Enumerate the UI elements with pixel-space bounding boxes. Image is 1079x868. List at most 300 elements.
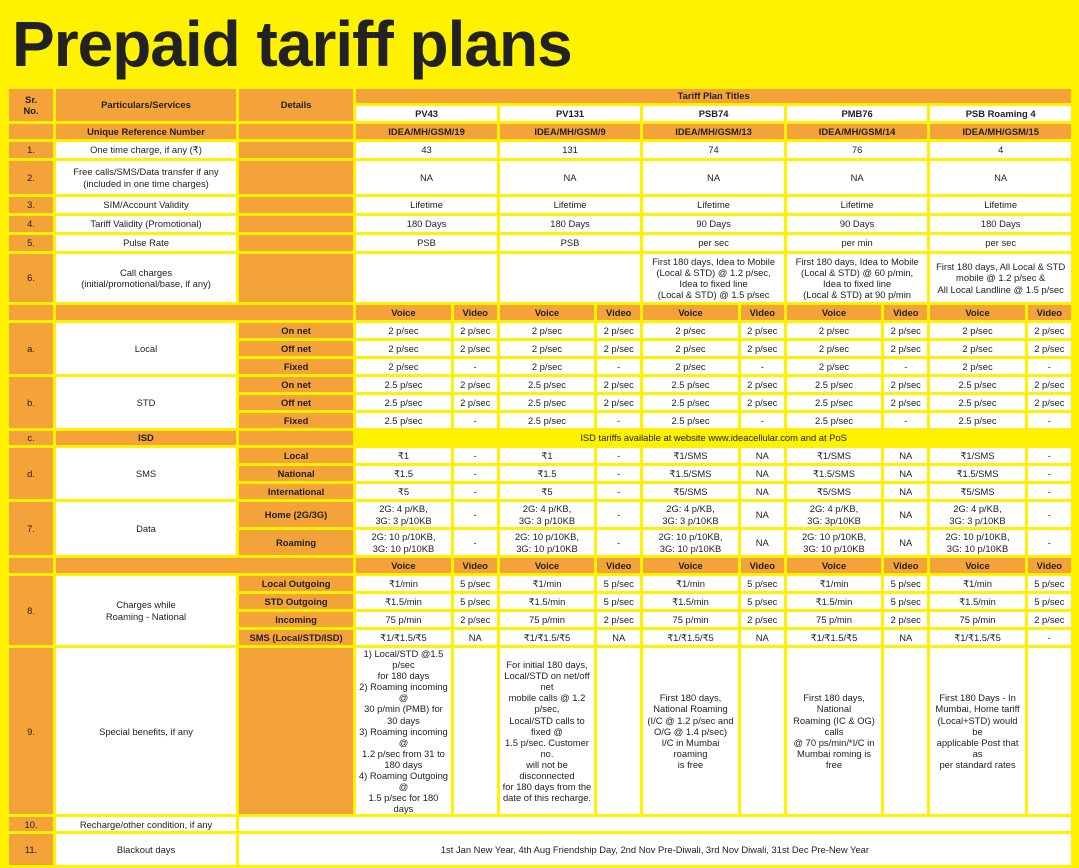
rate-cell: - <box>597 359 640 374</box>
rate-cell: ₹1/SMS <box>930 448 1024 463</box>
rate-cell: NA <box>741 448 784 463</box>
plan-value: 90 Days <box>643 216 784 232</box>
sub-label: On net <box>239 377 353 392</box>
rate-cell: - <box>597 448 640 463</box>
sub-label: National <box>239 466 353 481</box>
rate-cell: ₹5/SMS <box>787 484 881 499</box>
rate-cell: 2G: 10 p/10KB, 3G: 10 p/10KB <box>356 530 450 555</box>
plan-value: Lifetime <box>930 197 1071 213</box>
rate-cell: 2G: 4 p/KB, 3G: 3 p/10KB <box>643 502 737 527</box>
row-number: 7. <box>9 502 53 555</box>
rate-cell: 2 p/sec <box>500 359 594 374</box>
rate-cell: - <box>597 530 640 555</box>
special-benefit: 1) Local/STD @1.5 p/sec for 180 days 2) Roaming incoming @ 30 p/min (PMB) for 30 days 3) Roaming incoming @ 1.2 p/sec from 31 to 180 days 4) Roaming Outgoing @ 1.5 p/sec for 180 days <box>356 648 450 814</box>
rate-cell: NA <box>741 484 784 499</box>
sr-no-header: Sr. No. <box>9 89 53 121</box>
unique-ref-label: Unique Reference Number <box>56 124 236 139</box>
rate-cell: NA <box>741 502 784 527</box>
rate-cell: NA <box>884 484 927 499</box>
video-header: Video <box>597 305 640 320</box>
section-label: Charges while Roaming - National <box>56 576 236 645</box>
rate-cell: ₹1.5/min <box>500 594 594 609</box>
plan-value: 180 Days <box>930 216 1071 232</box>
plan-ref: IDEA/MH/GSM/14 <box>787 124 928 139</box>
table-row <box>9 834 1071 865</box>
row-number: 1. <box>9 142 53 158</box>
rate-cell: 75 p/min <box>930 612 1024 627</box>
voice-header: Voice <box>643 558 737 573</box>
special-benefit: For initial 180 days, Local/STD on net/off net mobile calls @ 1.2 p/sec, Local/STD calls to fixed @ 1.5 p/sec. Customer no. will not be disconnected for 180 days from the date of this recharge. <box>500 648 594 814</box>
rate-cell: - <box>1028 484 1071 499</box>
rate-cell: 75 p/min <box>356 612 450 627</box>
rate-cell: - <box>1028 630 1071 645</box>
rate-cell: 2 p/sec <box>741 612 784 627</box>
rate-cell: - <box>454 466 497 481</box>
table-row <box>9 576 1071 591</box>
rate-cell: 2 p/sec <box>1028 377 1071 392</box>
voice-header: Voice <box>356 558 450 573</box>
row-number <box>9 558 53 573</box>
blank-cell <box>741 648 784 814</box>
section-label: ISD <box>56 431 236 445</box>
rate-cell: ₹5/SMS <box>930 484 1024 499</box>
sub-label: Local Outgoing <box>239 576 353 591</box>
video-header: Video <box>1028 305 1071 320</box>
row-number: 10. <box>9 817 53 831</box>
rate-cell: ₹1.5/SMS <box>930 466 1024 481</box>
plan-ref: IDEA/MH/GSM/13 <box>643 124 784 139</box>
plan-value: Lifetime <box>643 197 784 213</box>
plan-value: NA <box>930 161 1071 194</box>
particular-label: Tariff Validity (Promotional) <box>56 216 236 232</box>
rate-cell: 2.5 p/sec <box>787 377 881 392</box>
section-label: Blackout days <box>56 834 236 865</box>
rate-cell: 2G: 10 p/10KB, 3G: 10 p/10KB <box>930 530 1024 555</box>
plan-value: 43 <box>356 142 497 158</box>
rate-cell: ₹1/min <box>930 576 1024 591</box>
table-row <box>9 235 1071 251</box>
particular-label: SIM/Account Validity <box>56 197 236 213</box>
table-row <box>9 142 1071 158</box>
rate-cell: 2.5 p/sec <box>787 395 881 410</box>
plan-value: 76 <box>787 142 928 158</box>
table-row <box>9 254 1071 302</box>
table-row <box>9 502 1071 527</box>
particulars-header: Particulars/Services <box>56 89 236 121</box>
rate-cell: 5 p/sec <box>884 576 927 591</box>
sub-label: Roaming <box>239 530 353 555</box>
rate-cell: 2 p/sec <box>597 395 640 410</box>
sub-label: On net <box>239 323 353 338</box>
voice-header: Voice <box>930 305 1024 320</box>
rate-cell: NA <box>884 630 927 645</box>
video-header: Video <box>884 558 927 573</box>
rate-cell: NA <box>741 630 784 645</box>
details-cell <box>239 216 353 232</box>
rate-cell: NA <box>884 466 927 481</box>
rate-cell: - <box>454 530 497 555</box>
table-row <box>9 216 1071 232</box>
sub-label: Home (2G/3G) <box>239 502 353 527</box>
particular-label: Free calls/SMS/Data transfer if any (included in one time charges) <box>56 161 236 194</box>
plan-name: PV43 <box>356 106 497 121</box>
particular-label: One time charge, if any (₹) <box>56 142 236 158</box>
rate-cell: - <box>597 502 640 527</box>
voice-header: Voice <box>500 305 594 320</box>
sub-label: Fixed <box>239 359 353 374</box>
plan-value: 74 <box>643 142 784 158</box>
rate-cell: - <box>1028 359 1071 374</box>
rate-cell: 2 p/sec <box>1028 395 1071 410</box>
rate-cell: - <box>1028 413 1071 428</box>
rate-cell: NA <box>741 466 784 481</box>
rate-cell: ₹1.5/SMS <box>787 466 881 481</box>
plan-value: First 180 days, Idea to Mobile (Local & STD) @ 1.2 p/sec, Idea to fixed line (Local & STD) @ 1.5 p/sec <box>643 254 784 302</box>
table-row <box>9 648 1071 814</box>
rate-cell: ₹1.5/SMS <box>643 466 737 481</box>
rate-cell: 2 p/sec <box>787 323 881 338</box>
plan-name: PSB Roaming 4 <box>930 106 1071 121</box>
video-header: Video <box>741 305 784 320</box>
voice-header: Voice <box>930 558 1024 573</box>
row-number: 6. <box>9 254 53 302</box>
rate-cell: 2 p/sec <box>1028 323 1071 338</box>
table-row <box>9 124 1071 139</box>
plan-name: PSB74 <box>643 106 784 121</box>
rate-cell: ₹1.5 <box>356 466 450 481</box>
rate-cell: 2.5 p/sec <box>356 413 450 428</box>
table-row <box>9 817 1071 831</box>
rate-cell: NA <box>597 630 640 645</box>
plan-value: NA <box>787 161 928 194</box>
rate-cell: - <box>454 448 497 463</box>
row-number: a. <box>9 323 53 374</box>
rate-cell: 75 p/min <box>643 612 737 627</box>
rate-cell: ₹5 <box>356 484 450 499</box>
rate-cell: 5 p/sec <box>884 594 927 609</box>
rate-cell: 2 p/sec <box>454 323 497 338</box>
row-number: 5. <box>9 235 53 251</box>
plan-value: Lifetime <box>787 197 928 213</box>
rate-cell: ₹1/SMS <box>643 448 737 463</box>
table-row <box>9 377 1071 392</box>
plan-value: NA <box>500 161 641 194</box>
plan-name: PV131 <box>500 106 641 121</box>
rate-cell: 2 p/sec <box>741 377 784 392</box>
row-number: 11. <box>9 834 53 865</box>
special-benefit: First 180 days, National Roaming (IC & OG) calls @ 70 ps/min/*I/C in Mumbai roming is free <box>787 648 881 814</box>
rate-cell: 2.5 p/sec <box>356 377 450 392</box>
rate-cell: 5 p/sec <box>597 594 640 609</box>
blank-cell <box>239 124 353 139</box>
plan-value: per sec <box>643 235 784 251</box>
rate-cell: ₹1/₹1.5/₹5 <box>500 630 594 645</box>
plan-ref: IDEA/MH/GSM/9 <box>500 124 641 139</box>
rate-cell: ₹1 <box>500 448 594 463</box>
rate-cell: NA <box>884 502 927 527</box>
blank-cell <box>454 648 497 814</box>
table-row <box>9 161 1071 194</box>
voice-header: Voice <box>643 305 737 320</box>
video-header: Video <box>454 558 497 573</box>
details-cell <box>239 197 353 213</box>
rate-cell: 2.5 p/sec <box>500 413 594 428</box>
rate-cell: - <box>741 413 784 428</box>
rate-cell: 2G: 10 p/10KB, 3G: 10 p/10KB <box>787 530 881 555</box>
rate-cell: 2 p/sec <box>741 341 784 356</box>
rate-cell: 2G: 4 p/KB, 3G: 3 p/10KB <box>930 502 1024 527</box>
rate-cell: ₹1.5/min <box>930 594 1024 609</box>
plan-value <box>500 254 641 302</box>
rate-cell: - <box>597 466 640 481</box>
plan-name: PMB76 <box>787 106 928 121</box>
rate-cell: 2G: 4 p/KB, 3G: 3 p/10KB <box>356 502 450 527</box>
details-cell <box>239 431 353 445</box>
rate-cell: 2G: 4 p/KB, 3G: 3 p/10KB <box>500 502 594 527</box>
plan-value: 180 Days <box>356 216 497 232</box>
plan-value: NA <box>643 161 784 194</box>
voice-header: Voice <box>356 305 450 320</box>
rate-cell: 2G: 10 p/10KB, 3G: 10 p/10KB <box>500 530 594 555</box>
rate-cell: - <box>1028 466 1071 481</box>
details-cell <box>239 161 353 194</box>
rate-cell: 2 p/sec <box>597 377 640 392</box>
rate-cell: ₹5 <box>500 484 594 499</box>
rate-cell: - <box>454 359 497 374</box>
video-header: Video <box>884 305 927 320</box>
rate-cell: NA <box>884 530 927 555</box>
recharge-note <box>239 817 1071 831</box>
rate-cell: 2 p/sec <box>500 341 594 356</box>
voice-header: Voice <box>787 558 881 573</box>
sub-label: International <box>239 484 353 499</box>
blank-cell <box>1028 648 1071 814</box>
plan-value: 90 Days <box>787 216 928 232</box>
rate-cell: ₹1/min <box>643 576 737 591</box>
rate-cell: 2 p/sec <box>643 359 737 374</box>
sub-label: SMS (Local/STD/ISD) <box>239 630 353 645</box>
row-number: 3. <box>9 197 53 213</box>
rate-cell: NA <box>741 530 784 555</box>
plan-value: 131 <box>500 142 641 158</box>
row-number: 8. <box>9 576 53 645</box>
video-header: Video <box>454 305 497 320</box>
rate-cell: - <box>454 413 497 428</box>
section-label: Recharge/other condition, if any <box>56 817 236 831</box>
section-label: STD <box>56 377 236 428</box>
rate-cell: 2.5 p/sec <box>643 395 737 410</box>
rate-cell: 2.5 p/sec <box>500 377 594 392</box>
rate-cell: ₹1/₹1.5/₹5 <box>643 630 737 645</box>
voice-header: Voice <box>787 305 881 320</box>
blank-cell <box>56 305 353 320</box>
rate-cell: 75 p/min <box>787 612 881 627</box>
sub-label: Off net <box>239 341 353 356</box>
video-header: Video <box>741 558 784 573</box>
blank-cell <box>597 648 640 814</box>
rate-cell: - <box>454 484 497 499</box>
plan-value: 4 <box>930 142 1071 158</box>
special-benefit: First 180 days, National Roaming (I/C @ 1.2 p/sec and O/G @ 1.4 p/sec) I/C in Mumbai roaming is free <box>643 648 737 814</box>
rate-cell: 75 p/min <box>500 612 594 627</box>
rate-cell: 5 p/sec <box>597 576 640 591</box>
sub-label: Off net <box>239 395 353 410</box>
sub-label: Incoming <box>239 612 353 627</box>
rate-cell: 2.5 p/sec <box>930 377 1024 392</box>
rate-cell: 2.5 p/sec <box>930 413 1024 428</box>
rate-cell: ₹1/SMS <box>787 448 881 463</box>
rate-cell: 2 p/sec <box>454 612 497 627</box>
rate-cell: 2 p/sec <box>454 341 497 356</box>
rate-cell: 2 p/sec <box>500 323 594 338</box>
rate-cell: ₹1/min <box>356 576 450 591</box>
table-row <box>9 323 1071 338</box>
rate-cell: 2.5 p/sec <box>500 395 594 410</box>
rate-cell: 2G: 10 p/10KB, 3G: 10 p/10KB <box>643 530 737 555</box>
rate-cell: 2 p/sec <box>454 377 497 392</box>
rate-cell: ₹1 <box>356 448 450 463</box>
rate-cell: 5 p/sec <box>1028 594 1071 609</box>
row-number: 2. <box>9 161 53 194</box>
blank-cell <box>56 558 353 573</box>
plan-value: PSB <box>356 235 497 251</box>
sub-label: Fixed <box>239 413 353 428</box>
rate-cell: - <box>884 359 927 374</box>
page-title: Prepaid tariff plans <box>12 8 572 80</box>
plan-value <box>356 254 497 302</box>
tariff-table <box>6 86 1074 868</box>
plan-value: First 180 days, Idea to Mobile (Local & STD) @ 60 p/min, Idea to fixed line (Local & STD) at 90 p/min <box>787 254 928 302</box>
rate-cell: ₹1.5/min <box>643 594 737 609</box>
plan-value: Lifetime <box>500 197 641 213</box>
details-cell <box>239 254 353 302</box>
rate-cell: 2 p/sec <box>643 323 737 338</box>
sub-label: Local <box>239 448 353 463</box>
rate-cell: - <box>597 413 640 428</box>
details-cell <box>239 235 353 251</box>
blank-cell <box>884 648 927 814</box>
rate-cell: 2 p/sec <box>884 323 927 338</box>
rate-cell: - <box>741 359 784 374</box>
rate-cell: 5 p/sec <box>454 594 497 609</box>
row-number: b. <box>9 377 53 428</box>
blank-cell <box>9 124 53 139</box>
details-cell <box>239 648 353 814</box>
rate-cell: ₹1.5/min <box>356 594 450 609</box>
special-benefit: First 180 Days - In Mumbai, Home tariff (Local+STD) would be applicable Post that as per standard rates <box>930 648 1024 814</box>
rate-cell: 2 p/sec <box>643 341 737 356</box>
rate-cell: ₹1/₹1.5/₹5 <box>356 630 450 645</box>
rate-cell: 2 p/sec <box>356 359 450 374</box>
rate-cell: 2.5 p/sec <box>643 413 737 428</box>
table-row <box>9 431 1071 445</box>
row-number: 9. <box>9 648 53 814</box>
row-number <box>9 305 53 320</box>
rate-cell: 2 p/sec <box>597 323 640 338</box>
rate-cell: 2 p/sec <box>884 377 927 392</box>
rate-cell: 2 p/sec <box>356 323 450 338</box>
row-number: c. <box>9 431 53 445</box>
table-row <box>9 305 1071 320</box>
rate-cell: 2 p/sec <box>787 341 881 356</box>
plan-value: per min <box>787 235 928 251</box>
table-row <box>9 197 1071 213</box>
rate-cell: 2 p/sec <box>1028 612 1071 627</box>
rate-cell: 2 p/sec <box>741 395 784 410</box>
rate-cell: 5 p/sec <box>741 594 784 609</box>
rate-cell: 5 p/sec <box>1028 576 1071 591</box>
section-label: Local <box>56 323 236 374</box>
rate-cell: 2.5 p/sec <box>643 377 737 392</box>
video-header: Video <box>1028 558 1071 573</box>
rate-cell: ₹1/₹1.5/₹5 <box>930 630 1024 645</box>
rate-cell: ₹1/min <box>787 576 881 591</box>
plan-ref: IDEA/MH/GSM/15 <box>930 124 1071 139</box>
blackout-days: 1st Jan New Year, 4th Aug Friendship Day, 2nd Nov Pre-Diwali, 3rd Nov Diwali, 31st Dec Pre-New Year <box>239 834 1071 865</box>
rate-cell: 2 p/sec <box>787 359 881 374</box>
table-row <box>9 558 1071 573</box>
section-label: SMS <box>56 448 236 499</box>
rate-cell: 2G: 4 p/KB, 3G: 3p/10KB <box>787 502 881 527</box>
rate-cell: - <box>454 502 497 527</box>
tariff-plan-titles-header: Tariff Plan Titles <box>356 89 1071 103</box>
rate-cell: - <box>884 413 927 428</box>
table-row <box>9 448 1071 463</box>
section-label: Data <box>56 502 236 555</box>
rate-cell: ₹1/min <box>500 576 594 591</box>
plan-value: per sec <box>930 235 1071 251</box>
rate-cell: ₹1.5 <box>500 466 594 481</box>
rate-cell: 2 p/sec <box>597 341 640 356</box>
row-number: 4. <box>9 216 53 232</box>
rate-cell: 2.5 p/sec <box>356 395 450 410</box>
rate-cell: 2.5 p/sec <box>930 395 1024 410</box>
details-header: Details <box>239 89 353 121</box>
isd-note: ISD tariffs available at website www.ideacellular.com and at PoS <box>356 431 1071 445</box>
rate-cell: - <box>1028 530 1071 555</box>
rate-cell: 2 p/sec <box>741 323 784 338</box>
plan-value: NA <box>356 161 497 194</box>
rate-cell: 2 p/sec <box>454 395 497 410</box>
plan-value: Lifetime <box>356 197 497 213</box>
particular-label: Call charges (initial/promotional/base, if any) <box>56 254 236 302</box>
row-number: d. <box>9 448 53 499</box>
rate-cell: 2 p/sec <box>1028 341 1071 356</box>
table-row <box>9 89 1071 103</box>
rate-cell: ₹1.5/min <box>787 594 881 609</box>
rate-cell: 2 p/sec <box>356 341 450 356</box>
section-label: Special benefits, if any <box>56 648 236 814</box>
plan-value: 180 Days <box>500 216 641 232</box>
rate-cell: - <box>1028 502 1071 527</box>
plan-value: PSB <box>500 235 641 251</box>
rate-cell: 2.5 p/sec <box>787 413 881 428</box>
voice-header: Voice <box>500 558 594 573</box>
rate-cell: 2 p/sec <box>884 395 927 410</box>
rate-cell: ₹1/₹1.5/₹5 <box>787 630 881 645</box>
rate-cell: 2 p/sec <box>884 612 927 627</box>
plan-ref: IDEA/MH/GSM/19 <box>356 124 497 139</box>
rate-cell: 5 p/sec <box>741 576 784 591</box>
plan-value: First 180 days, All Local & STD mobile @ 1.2 p/sec & All Local Landline @ 1.5 p/sec <box>930 254 1071 302</box>
rate-cell: - <box>597 484 640 499</box>
rate-cell: 2 p/sec <box>597 612 640 627</box>
rate-cell: ₹5/SMS <box>643 484 737 499</box>
rate-cell: 2 p/sec <box>930 341 1024 356</box>
details-cell <box>239 142 353 158</box>
video-header: Video <box>597 558 640 573</box>
rate-cell: - <box>1028 448 1071 463</box>
